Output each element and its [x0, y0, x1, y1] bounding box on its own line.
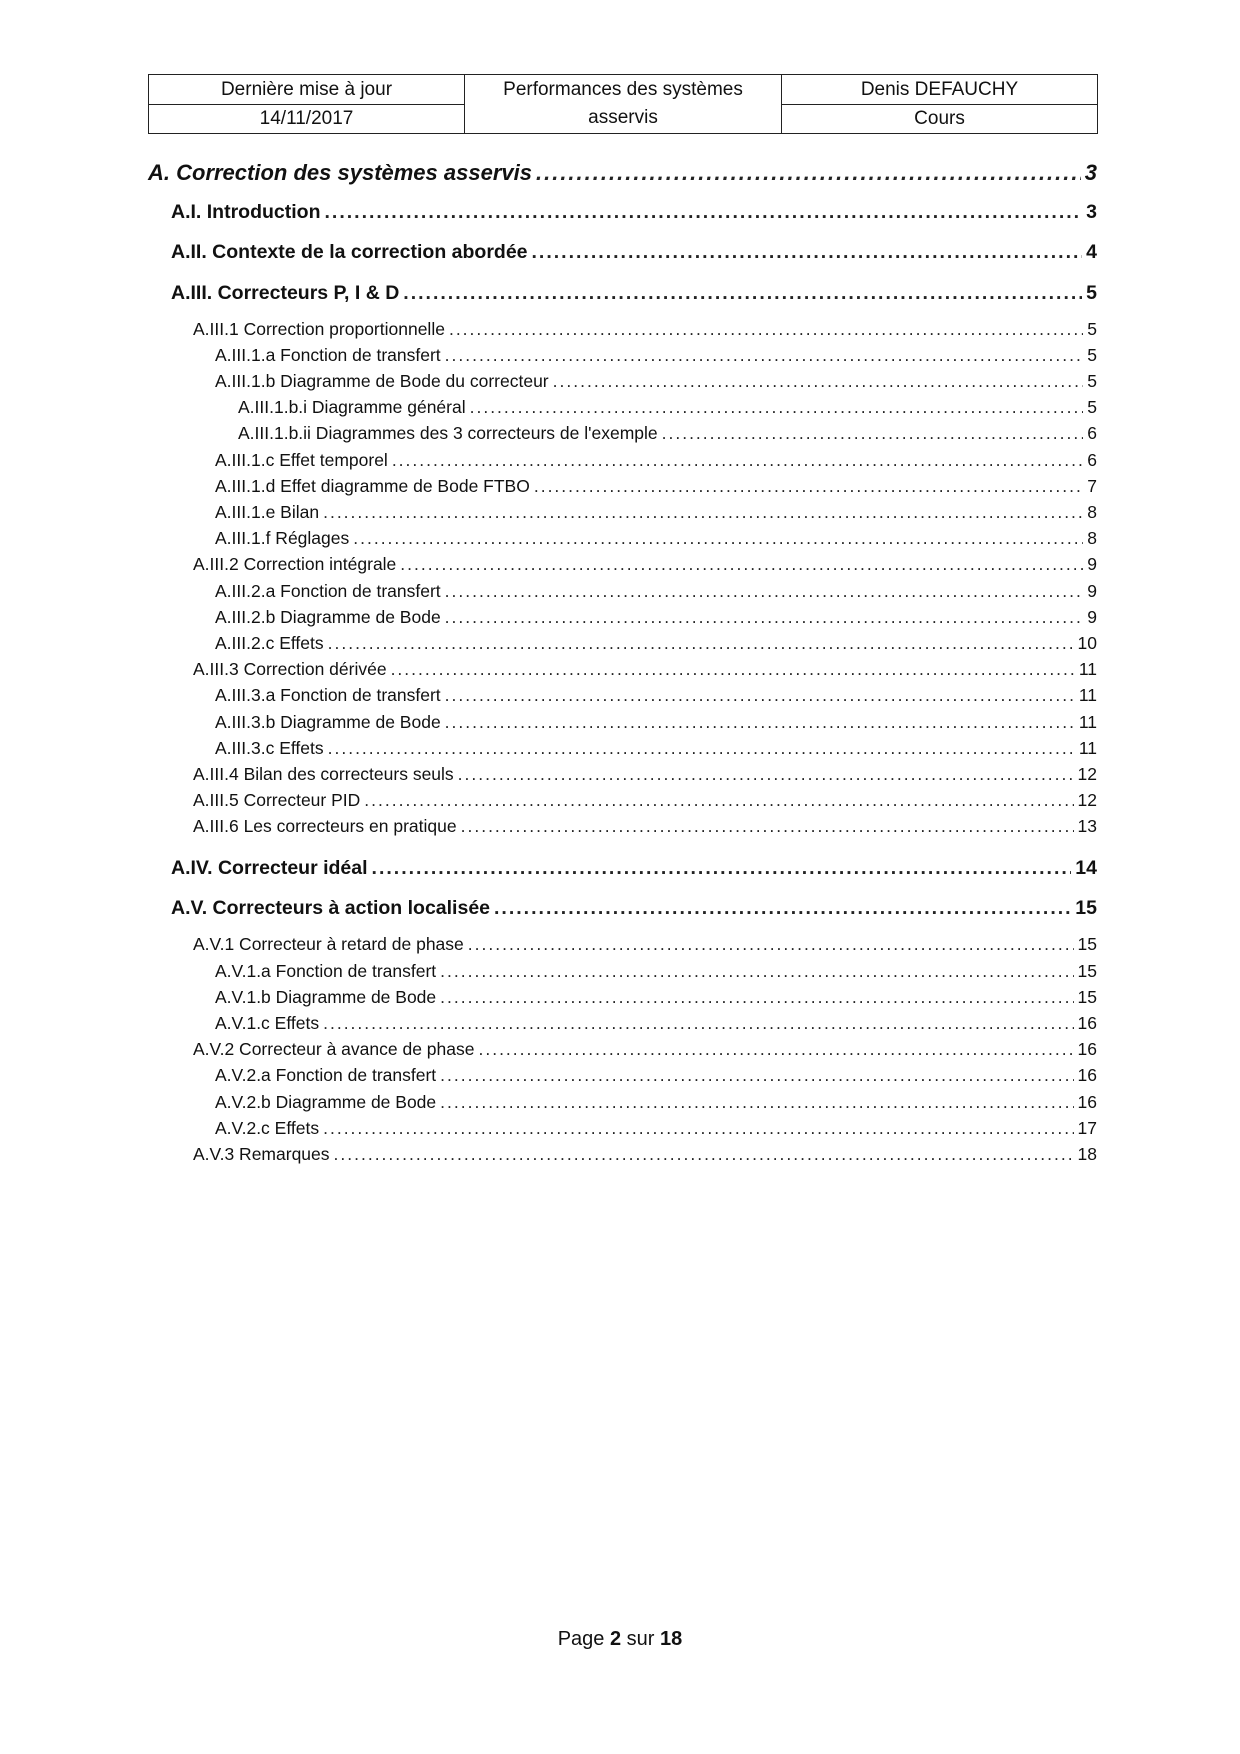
- toc-dot-leader: [323, 502, 1083, 523]
- toc-dot-leader: [323, 1013, 1073, 1034]
- toc-entry-page: 18: [1077, 1143, 1097, 1164]
- toc-entry-page: 16: [1077, 1039, 1097, 1060]
- toc-entry-page: 7: [1087, 475, 1097, 496]
- toc-entry-page: 12: [1077, 763, 1097, 784]
- toc-dot-leader: [449, 319, 1083, 340]
- toc-dot-leader: [445, 581, 1084, 602]
- toc-entry-title: A.III.3.b Diagramme de Bode: [215, 711, 441, 732]
- last-update-label: Dernière mise à jour: [149, 75, 465, 105]
- toc-entry[interactable]: [215, 607, 1097, 628]
- toc-dot-leader: [364, 790, 1073, 811]
- toc-entry[interactable]: [193, 659, 1097, 680]
- toc-dot-leader: [662, 423, 1084, 444]
- toc-dot-leader: [403, 282, 1082, 305]
- toc-entry-page: 14: [1075, 856, 1097, 879]
- toc-dot-leader: [323, 1118, 1073, 1139]
- toc-entry-title: A.III.1.e Bilan: [215, 501, 320, 522]
- toc-entry-title: A.V.2.b Diagramme de Bode: [215, 1091, 437, 1112]
- toc-entry-page: 15: [1075, 897, 1097, 920]
- document-title: [465, 75, 782, 134]
- toc-dot-leader: [445, 685, 1075, 706]
- toc-dot-leader: [440, 1092, 1073, 1113]
- toc-entry[interactable]: [193, 554, 1097, 575]
- toc-dot-leader: [494, 897, 1071, 920]
- toc-entry[interactable]: [171, 857, 1097, 880]
- footer-total-pages: 18: [660, 1628, 683, 1650]
- toc-entry[interactable]: [193, 319, 1097, 340]
- toc-dot-leader: [470, 397, 1084, 418]
- toc-dot-leader: [372, 857, 1072, 880]
- toc-dot-leader: [392, 450, 1083, 471]
- toc-entry-title: A.III.3 Correction dérivée: [193, 659, 387, 680]
- toc-entry-title: A.III.1.b.i Diagramme général: [238, 397, 466, 418]
- toc-entry-page: 8: [1087, 501, 1097, 522]
- toc-dot-leader: [445, 712, 1075, 733]
- toc-entry[interactable]: [193, 816, 1097, 837]
- toc-entry-title: A.III.2.b Diagramme de Bode: [215, 606, 441, 627]
- document-type: Cours: [782, 104, 1098, 134]
- toc-dot-leader: [391, 659, 1075, 680]
- toc-entry[interactable]: [215, 345, 1097, 366]
- toc-entry-title: A.III.2.a Fonction de transfert: [215, 580, 441, 601]
- toc-entry-title: A.III.5 Correcteur PID: [193, 790, 361, 811]
- footer-middle: sur: [626, 1628, 655, 1650]
- toc-entry[interactable]: [215, 1065, 1097, 1086]
- toc-entry-title: A.III.1.a Fonction de transfert: [215, 344, 441, 365]
- toc-entry[interactable]: [171, 241, 1097, 264]
- toc-entry-title: A.III.1.d Effet diagramme de Bode FTBO: [215, 475, 530, 496]
- toc-entry[interactable]: [215, 371, 1097, 392]
- toc-entry-page: 15: [1077, 960, 1097, 981]
- toc-entry-page: 6: [1087, 449, 1097, 470]
- toc-dot-leader: [400, 554, 1083, 575]
- toc-entry-title: A.III.3.a Fonction de transfert: [215, 685, 441, 706]
- toc-dot-leader: [440, 987, 1073, 1008]
- toc-dot-leader: [532, 241, 1083, 264]
- toc-entry-title: A.I. Introduction: [171, 200, 321, 223]
- document-title-line1: Performances des systèmes: [503, 79, 743, 100]
- toc-entry[interactable]: [215, 961, 1097, 982]
- toc-dot-leader: [468, 934, 1074, 955]
- toc-entry[interactable]: [238, 397, 1097, 418]
- toc-entry[interactable]: [215, 581, 1097, 602]
- toc-entry-title: A.V.1.c Effets: [215, 1012, 320, 1033]
- toc-entry-page: 10: [1077, 632, 1097, 653]
- toc-entry-title: A.III. Correcteurs P, I & D: [171, 281, 400, 304]
- footer-current-page: 2: [609, 1628, 622, 1650]
- toc-entry-title: A.V.2 Correcteur à avance de phase: [193, 1039, 475, 1060]
- toc-entry-page: 9: [1087, 606, 1097, 627]
- toc-entry[interactable]: [171, 201, 1097, 224]
- toc-dot-leader: [334, 1144, 1074, 1165]
- toc-entry-page: 15: [1077, 986, 1097, 1007]
- toc-dot-leader: [440, 961, 1073, 982]
- toc-dot-leader: [440, 1065, 1073, 1086]
- toc-entry[interactable]: [215, 712, 1097, 733]
- toc-dot-leader: [534, 476, 1083, 497]
- toc-entry-title: A.V.3 Remarques: [193, 1143, 330, 1164]
- toc-entry-page: 13: [1077, 816, 1097, 837]
- toc-entry-title: A.V.1.a Fonction de transfert: [215, 960, 437, 981]
- toc-entry[interactable]: [215, 528, 1097, 549]
- toc-dot-leader: [328, 633, 1074, 654]
- toc-entry-page: 12: [1077, 790, 1097, 811]
- toc-entry-title: A.III.2.c Effets: [215, 632, 324, 653]
- toc-entry-page: 5: [1087, 397, 1097, 418]
- author: Denis DEFAUCHY: [782, 75, 1098, 105]
- toc-dot-leader: [536, 160, 1081, 186]
- toc-entry[interactable]: [193, 934, 1097, 955]
- toc-entry-page: 16: [1077, 1065, 1097, 1086]
- toc-entry-title: A.V.1.b Diagramme de Bode: [215, 986, 437, 1007]
- toc-entry[interactable]: [238, 423, 1097, 444]
- toc-entry-title: A.III.6 Les correcteurs en pratique: [193, 816, 457, 837]
- toc-entry-page: 8: [1087, 528, 1097, 549]
- update-date: 14/11/2017: [149, 104, 465, 134]
- toc-entry[interactable]: [193, 1039, 1097, 1060]
- toc-dot-leader: [324, 201, 1082, 224]
- header-table: [148, 74, 1098, 134]
- toc-entry-title: A.III.4 Bilan des correcteurs seuls: [193, 763, 454, 784]
- toc-entry-title: A.III.2 Correction intégrale: [193, 554, 397, 575]
- toc-entry-page: 9: [1087, 554, 1097, 575]
- toc-entry-title: A.III.1.b.ii Diagrammes des 3 correcteurs de l'exemple: [238, 423, 658, 444]
- toc-entry-page: 11: [1078, 685, 1097, 706]
- toc-entry[interactable]: [171, 897, 1097, 920]
- toc-dot-leader: [445, 607, 1084, 628]
- toc-entry-title: A.IV. Correcteur idéal: [171, 856, 368, 879]
- toc-entry-title: A. Correction des systèmes asservis: [148, 160, 532, 185]
- toc-dot-leader: [328, 738, 1075, 759]
- toc-entry[interactable]: [215, 1092, 1097, 1113]
- toc-dot-leader: [553, 371, 1084, 392]
- toc-entry-page: 16: [1077, 1091, 1097, 1112]
- page-footer: [0, 1628, 1240, 1651]
- toc-entry-page: 3: [1084, 160, 1097, 185]
- toc-entry-page: 3: [1086, 200, 1097, 223]
- toc-entry-page: 15: [1077, 934, 1097, 955]
- toc-entry[interactable]: [193, 1144, 1097, 1165]
- toc-entry[interactable]: [215, 633, 1097, 654]
- toc-entry[interactable]: [215, 738, 1097, 759]
- toc-entry-title: A.V.2.c Effets: [215, 1117, 320, 1138]
- toc-entry[interactable]: [215, 685, 1097, 706]
- toc-entry-page: 5: [1086, 281, 1097, 304]
- document-title-line2: asservis: [588, 107, 658, 128]
- toc-dot-leader: [353, 528, 1083, 549]
- footer-prefix: Page: [557, 1628, 605, 1650]
- toc-entry-page: 11: [1078, 737, 1097, 758]
- toc-entry[interactable]: [215, 476, 1097, 497]
- toc-entry-page: 5: [1087, 318, 1097, 339]
- toc-entry-title: A.II. Contexte de la correction abordée: [171, 241, 528, 263]
- toc-entry-title: A.III.1 Correction proportionnelle: [193, 318, 445, 339]
- toc-dot-leader: [478, 1039, 1073, 1060]
- toc-entry-page: 4: [1086, 241, 1097, 263]
- toc-entry-page: 11: [1078, 659, 1097, 680]
- toc-entry-title: A.III.1.f Réglages: [215, 528, 350, 549]
- toc-entry-page: 11: [1078, 711, 1097, 732]
- toc-entry-title: A.III.1.b Diagramme de Bode du correcteur: [215, 370, 549, 391]
- toc-entry-page: 17: [1077, 1117, 1097, 1138]
- toc-entry[interactable]: [215, 1118, 1097, 1139]
- toc-entry[interactable]: [215, 1013, 1097, 1034]
- toc-entry[interactable]: [193, 764, 1097, 785]
- toc-entry[interactable]: [193, 790, 1097, 811]
- toc-entry-title: A.V. Correcteurs à action localisée: [171, 897, 491, 920]
- toc-entry-page: 5: [1087, 344, 1097, 365]
- toc-entry[interactable]: [171, 282, 1097, 305]
- toc-entry[interactable]: [148, 160, 1097, 186]
- toc-entry-page: 6: [1087, 423, 1097, 444]
- toc-entry-title: A.V.1 Correcteur à retard de phase: [193, 934, 464, 955]
- toc-entry[interactable]: [215, 450, 1097, 471]
- toc-entry[interactable]: [215, 987, 1097, 1008]
- toc-dot-leader: [445, 345, 1084, 366]
- toc-entry-title: A.III.1.c Effet temporel: [215, 449, 388, 470]
- toc-dot-leader: [458, 764, 1074, 785]
- toc-dot-leader: [461, 816, 1074, 837]
- toc-entry-page: 9: [1087, 580, 1097, 601]
- toc-entry-page: 5: [1087, 370, 1097, 391]
- toc-entry-page: 16: [1077, 1012, 1097, 1033]
- toc-entry-title: A.V.2.a Fonction de transfert: [215, 1065, 437, 1086]
- toc-entry-title: A.III.3.c Effets: [215, 737, 324, 758]
- toc-entry[interactable]: [215, 502, 1097, 523]
